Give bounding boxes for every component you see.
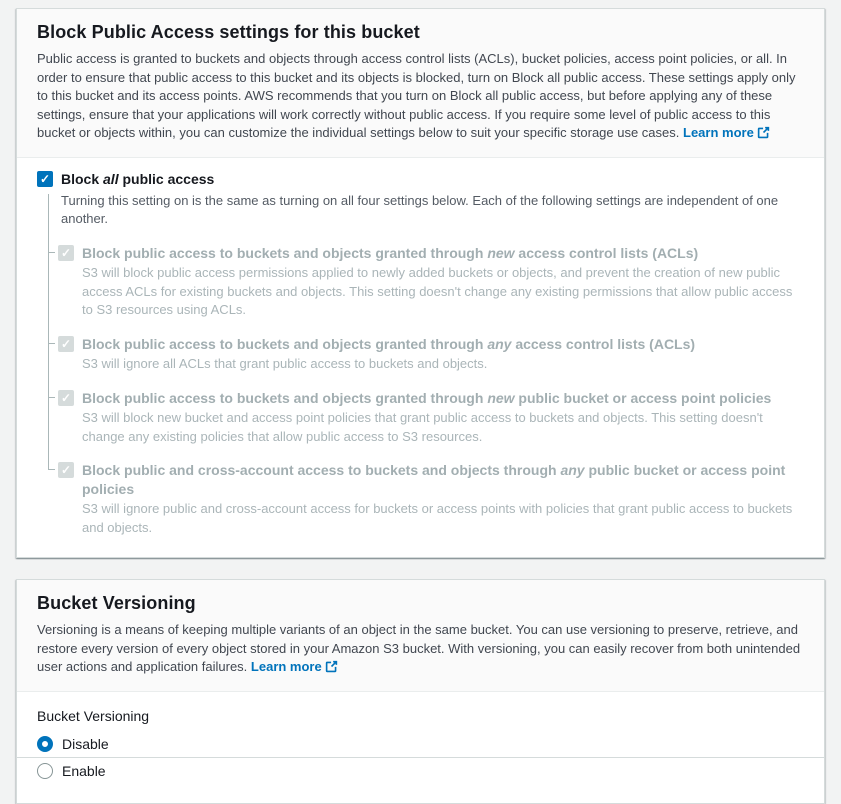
- versioning-enable-label: Enable: [62, 762, 106, 779]
- sub-setting-block-any-acls: [58, 335, 804, 374]
- label-prefix: Block public and cross-account access to buckets and objects through: [82, 462, 561, 478]
- check-icon: ✓: [60, 336, 72, 351]
- label-suffix: access control lists (ACLs): [511, 335, 696, 352]
- sub-settings-tree: [37, 192, 804, 538]
- label-italic: any: [487, 335, 512, 352]
- block-public-access-title: Block Public Access settings for this bucket: [37, 22, 420, 42]
- block-all-public-access-checkbox[interactable]: [37, 171, 53, 187]
- learn-more-label: Learn more: [683, 125, 754, 140]
- next-card-top-edge: [16, 757, 825, 762]
- block-public-access-body: [17, 158, 824, 558]
- bucket-versioning-header: [17, 580, 824, 692]
- block-new-acls-checkbox: [58, 245, 74, 261]
- block-public-access-description-text: Public access is granted to buckets and objects through access control lists (ACLs), bucket policies, access point policies, or all. In order to ensure that public access to this bucket and its objects is blocked, turn on Block all public access. These settings apply only to this bucket and its access points. AWS recommends that you turn on Block all public access, but before applying any of these settings, ensure that your applications will work correctly without public access. If you require some level of public access to this bucket or objects within, you can customize the individual settings below to suit your specific storage use cases.: [37, 51, 796, 140]
- block-new-policies-label: [82, 389, 804, 408]
- sub-setting-text: [82, 335, 695, 374]
- block-any-policies-description: S3 will ignore public and cross-account access for buckets or access points with policies that grant public access to buckets and objects.: [82, 501, 793, 535]
- versioning-disable-label: Disable: [62, 735, 109, 752]
- block-any-policies-label: [82, 461, 804, 498]
- bucket-versioning-description: [37, 621, 804, 677]
- sub-setting-block-new-policies: [58, 389, 804, 447]
- block-new-policies-checkbox: [58, 390, 74, 406]
- bucket-versioning-body: [17, 692, 824, 803]
- check-icon: ✓: [60, 463, 72, 477]
- block-public-access-header: [17, 9, 824, 158]
- sub-setting-block-new-acls: [58, 244, 804, 320]
- block-new-acls-label: [82, 244, 804, 263]
- check-icon: ✓: [39, 171, 51, 186]
- label-suffix: public bucket or access point policies: [514, 389, 772, 406]
- external-link-icon: [325, 660, 338, 673]
- block-any-acls-description: S3 will ignore all ACLs that grant public access to buckets and objects.: [82, 356, 488, 371]
- block-any-policies-checkbox: [58, 462, 74, 478]
- block-all-public-access-row: [37, 170, 804, 188]
- label-prefix: Block public access to buckets and objects granted through: [82, 389, 488, 406]
- versioning-disable-radio[interactable]: [37, 736, 53, 752]
- versioning-enable-radio[interactable]: [37, 763, 53, 779]
- learn-more-link[interactable]: [683, 125, 770, 140]
- sub-setting-text: [82, 389, 804, 447]
- label-suffix: access control lists (ACLs): [514, 244, 699, 261]
- versioning-option-enable[interactable]: [37, 763, 804, 779]
- label-italic: new: [487, 389, 515, 406]
- block-new-policies-description: S3 will block new bucket and access point policies that grant public access to buckets and objects. This setting doesn't change any existing policies that allow public access to S3 resources.: [82, 410, 763, 444]
- label-prefix: Block: [61, 170, 104, 187]
- block-new-acls-description: S3 will block public access permissions applied to newly added buckets or objects, and prevent the creation of new public access ACLs for existing buckets and objects. This setting doesn't change any existing permissions that allow public access to S3 resources using ACLs.: [82, 265, 793, 317]
- label-italic: any: [560, 462, 585, 478]
- bucket-versioning-card: [16, 579, 825, 804]
- block-any-acls-label: [82, 335, 695, 354]
- block-all-public-access-description: Turning this setting on is the same as turning on all four settings below. Each of the following settings are independent of one another.: [61, 192, 779, 226]
- bucket-versioning-description-text: Versioning is a means of keeping multiple variants of an object in the same bucket. You can use versioning to preserve, retrieve, and restore every version of every object stored in your Amazon S3 bucket. With versioning, you can easily recover from both unintended user actions and application failures.: [37, 622, 801, 674]
- check-icon: ✓: [60, 390, 72, 405]
- block-public-access-card: [16, 8, 825, 558]
- label-italic: all: [103, 170, 119, 187]
- block-public-access-description: [37, 50, 804, 143]
- sub-setting-text: [82, 461, 804, 537]
- label-prefix: Block public access to buckets and objects granted through: [82, 335, 488, 352]
- block-any-acls-checkbox: [58, 336, 74, 352]
- versioning-option-disable[interactable]: [37, 736, 804, 752]
- label-suffix: public access: [118, 170, 215, 187]
- bucket-versioning-field-label: Bucket Versioning: [37, 707, 150, 724]
- sub-setting-text: [82, 244, 804, 320]
- bucket-versioning-title: Bucket Versioning: [37, 593, 196, 613]
- learn-more-label: Learn more: [250, 659, 322, 674]
- external-link-icon: [757, 126, 770, 139]
- label-suffix: public bucket or access point policies: [82, 462, 786, 497]
- check-icon: ✓: [60, 245, 72, 260]
- sub-setting-block-any-policies: [58, 461, 804, 537]
- learn-more-link[interactable]: [251, 659, 338, 674]
- block-all-public-access-label[interactable]: [61, 170, 214, 188]
- label-italic: new: [487, 244, 515, 261]
- label-prefix: Block public access to buckets and objects granted through: [82, 244, 488, 261]
